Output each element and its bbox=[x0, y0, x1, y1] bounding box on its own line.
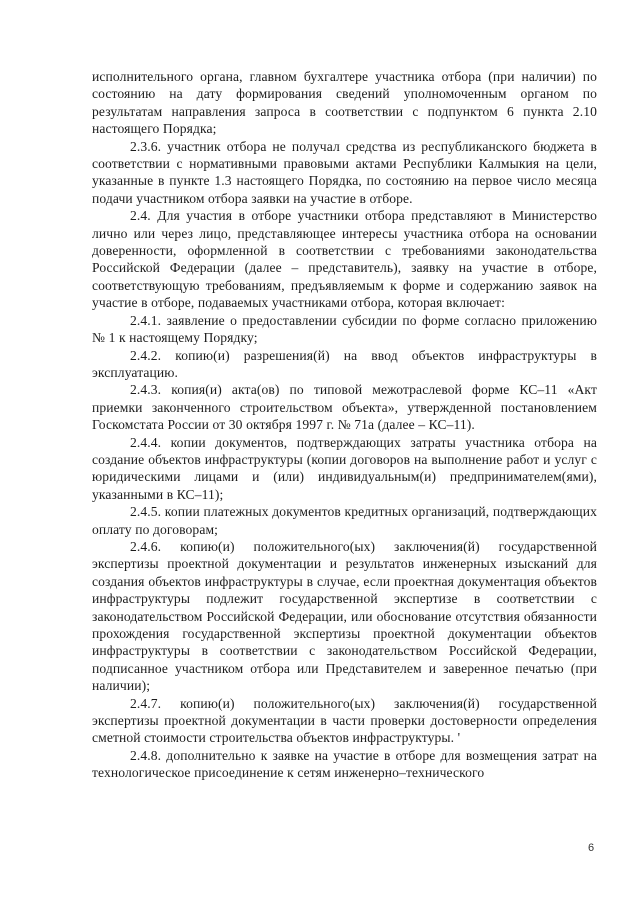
paragraph-2-4-4: 2.4.4. копии документов, подтверждающих затраты участника отбора на создание объектов инфраструктуры (копии договоров на выполнение работ и услуг с юридическими лицами и (или) индивидуальным(и) предпринимателем(ями), указанными в КС–11); bbox=[92, 434, 597, 502]
paragraph-2-4-3: 2.4.3. копия(и) акта(ов) по типовой межотраслевой форме КС–11 «Акт приемки законченного строительством объекта», утвержденной постановлением Госкомстата России от 30 октября 1997 г. № 71а (далее – КС–11). bbox=[92, 382, 597, 433]
document-body bbox=[92, 68, 597, 782]
paragraph-2-4: 2.4. Для участия в отборе участники отбора представляют в Министерство лично или через лицо, представляющее интересы участника отбора на основании доверенности, оформленной в соответствии с требованиями законодательства Российской Федерации (далее – представитель), заявку на участие в отборе, соответствующую требованиям, предъявляемым к форме и содержанию заявок на участие в отборе, подаваемых участниками отбора, которая включает: bbox=[92, 208, 597, 311]
paragraph-2-4-6: 2.4.6. копию(и) положительного(ых) заключения(й) государственной экспертизы проектной документации и результатов инженерных изысканий для создания объектов инфраструктуры в случае, если проектная документация объектов инфраструктуры подлежит государственной экспертизе в соответствии с законодательством Российской Федерации, или обоснование отсутствия обязанности прохождения государственной экспертизы проектной документации объектов инфраструктуры в соответствии с законодательством Российской Федерации, подписанное участником отбора или Представителем и заверенное печатью (при наличии); bbox=[92, 538, 597, 694]
paragraph-2-4-7: 2.4.7. копию(и) положительного(ых) заключения(й) государственной экспертизы проектной документации в части проверки достоверности определения сметной стоимости строительства объектов инфраструктуры. ' bbox=[92, 695, 597, 746]
paragraph-2-4-5: 2.4.5. копии платежных документов кредитных организаций, подтверждающих оплату по договорам; bbox=[92, 504, 597, 537]
paragraph-2-3-6: 2.3.6. участник отбора не получал средства из республиканского бюджета в соответствии с нормативными правовыми актами Республики Калмыкия на цели, указанные в пункте 1.3 настоящего Порядка, по состоянию на первое число месяца подачи участником отбора заявки на участие в отборе. bbox=[92, 138, 597, 206]
paragraph-2-4-8: 2.4.8. дополнительно к заявке на участие в отборе для возмещения затрат на технологическое присоединение к сетям инженерно–технического bbox=[92, 747, 597, 781]
paragraph-continuation: исполнительного органа, главном бухгалтере участника отбора (при наличии) по состоянию на дату формирования сведений уполномоченным органом по результатам направления запроса в соответствии с подпунктом 6 пункта 2.10 настоящего Порядка; bbox=[92, 69, 597, 137]
page-number: 6 bbox=[588, 842, 595, 854]
paragraph-2-4-1: 2.4.1. заявление о предоставлении субсидии по форме согласно приложению № 1 к настоящему Порядку; bbox=[92, 312, 597, 346]
paragraph-2-4-2: 2.4.2. копию(и) разрешения(й) на ввод объектов инфраструктуры в эксплуатацию. bbox=[92, 347, 597, 380]
